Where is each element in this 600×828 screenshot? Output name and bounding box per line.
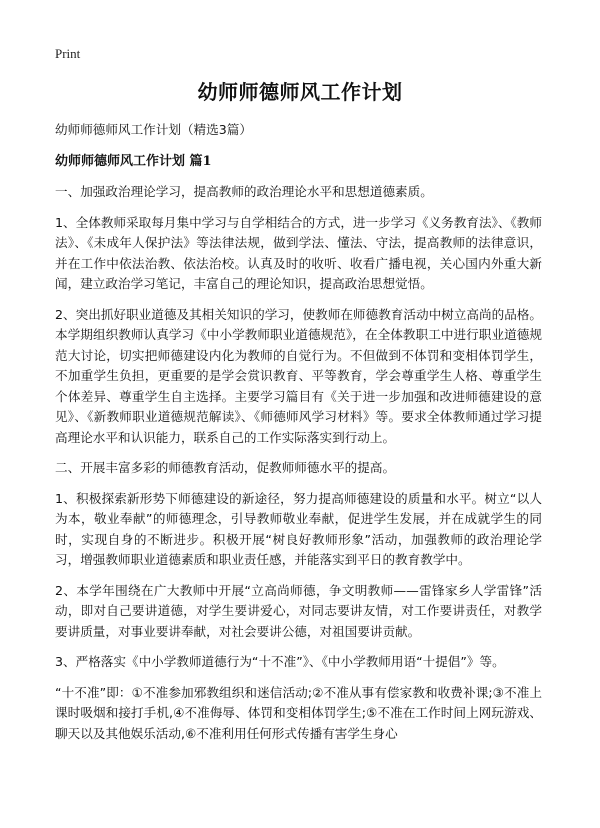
paragraph-ten-prohibitions: “十不准”即：①不准参加邪教组织和迷信活动;②不准从事有偿家教和收费补课;③不准上课时吸烟和接打手机,④不准侮辱、体罚和变相体罚学生;⑤不准在工作时间上网玩游戏、聊天以及其他娱乐活动,⑥不准利用任何形式传播有害学生身心: [55, 684, 542, 741]
section-heading: 幼师师德师风工作计划 篇1: [55, 153, 212, 169]
paragraph-2-1: 1、积极探索新形势下师德建设的新途径，努力提高师德建设的质量和水平。树立“以人为本，敬业奉献”的师德理念，引导教师敬业奉献，促进学生发展，并在成就学生的同时，实现自身的不断进步。积极开展“树良好教师形象”活动，加强教师的政治理论学习，增强教师职业道德素质和职业责任感，并能落实到平日的教育教学中。: [55, 490, 542, 567]
print-link[interactable]: Print: [55, 46, 81, 61]
paragraph-2-3: 3、严格落实《中小学教师道德行为“十不准”》、《中小学教师用语“十提倡”》等。: [55, 654, 505, 669]
document-body: [55, 120, 542, 750]
paragraph-1-1: 1、全体教师采取每月集中学习与自学相结合的方式，进一步学习《义务教育法》、《教师法》、《未成年人保护法》等法律法规，做到学法、懂法、守法，提高教师的法律意识，并在工作中依法治教、依法治校。认真及时的收听、收看广播电视，关心国内外重大新闻，建立政治学习笔记，丰富自己的理论知识，提高政治思想觉悟。: [55, 214, 542, 291]
document-subtitle: 幼师师德师风工作计划（精选3篇）: [55, 122, 252, 137]
document-title: 幼师师德师风工作计划: [197, 80, 403, 104]
paragraph-2-2: 2、本学年围绕在广大教师中开展“立高尚师德，争文明教师——雷锋家乡人学雷锋”活动，即对自己要讲道德，对学生要讲爱心，对同志要讲友情，对工作要讲责任，对教学要讲质量，对事业要讲奉献，对社会要讲公德，对祖国要讲贡献。: [55, 582, 542, 639]
paragraph-section-one: 一、加强政治理论学习，提高教师的政治理论水平和思想道德素质。: [55, 184, 433, 199]
paragraph-section-two: 二、开展丰富多彩的师德教育活动，促教师师德水平的提高。: [55, 460, 396, 475]
paragraph-1-2: 2、突出抓好职业道德及其相关知识的学习，使教师在师德教育活动中树立高尚的品格。本学期组织教师认真学习《中小学教师职业道德规范》，在全体教职工中进行职业道德规范大讨论，切实把师德建设内化为教师的自觉行为。不但做到不体罚和变相体罚学生，不加重学生负担，更重要的是学会赏识教育、平等教育，学会尊重学生人格、尊重学生个体差异、尊重学生自主选择。主要学习篇目有《关于进一步加强和改进师德建设的意见》、《新教师职业道德规范解读》、《师德师风学习材料》等。要求全体教师通过学习提高理论水平和认识能力，联系自己的工作实际落实到行动上。: [55, 306, 542, 445]
